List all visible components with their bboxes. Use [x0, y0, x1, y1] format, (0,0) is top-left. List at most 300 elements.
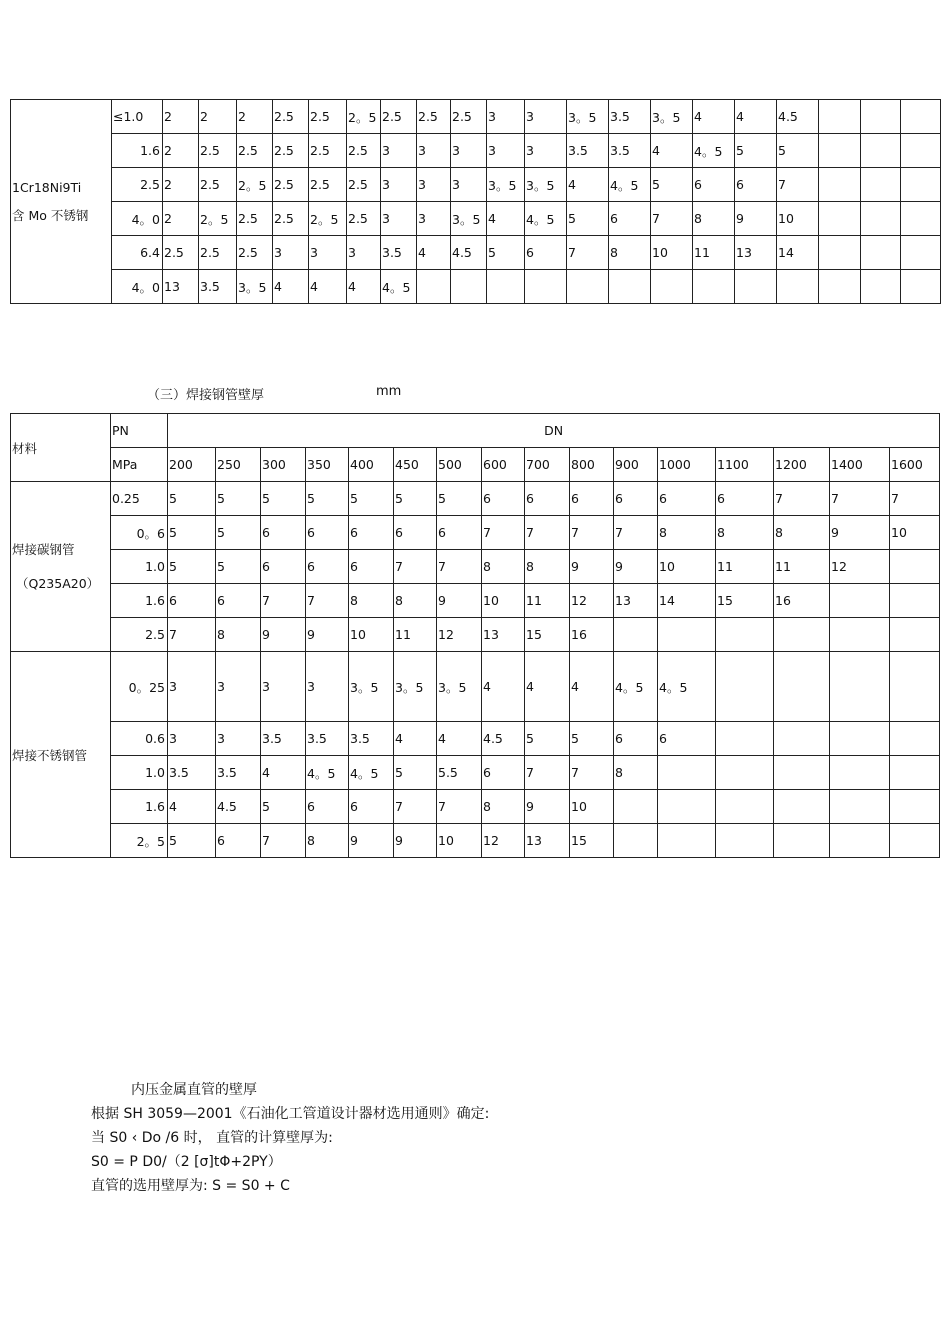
value-cell: 7 [306, 584, 349, 618]
value-cell: 8 [394, 584, 437, 618]
table-row [11, 236, 941, 270]
value-cell: 11 [525, 584, 570, 618]
value-cell: 7 [525, 516, 570, 550]
value-cell: 8 [716, 516, 774, 550]
value-cell: 3。5 [451, 202, 487, 236]
value-cell: 7 [774, 482, 830, 516]
value-cell [693, 270, 735, 304]
value-cell [830, 618, 890, 652]
value-cell: 6 [735, 168, 777, 202]
value-cell: 2 [163, 134, 199, 168]
value-cell: 5 [216, 550, 261, 584]
value-cell: 8 [482, 790, 525, 824]
dn-header-cell: 300 [261, 448, 306, 482]
value-cell: 2.5 [237, 202, 273, 236]
value-cell: 5 [394, 756, 437, 790]
value-cell: 6 [349, 790, 394, 824]
value-cell: 2.5 [347, 168, 381, 202]
pn-cell: 6.4 [112, 236, 163, 270]
value-cell: 9 [437, 584, 482, 618]
value-cell: 9 [306, 618, 349, 652]
value-cell: 5 [349, 482, 394, 516]
value-cell: 2 [237, 100, 273, 134]
value-cell: 3 [487, 100, 525, 134]
value-cell [890, 722, 940, 756]
value-cell [735, 270, 777, 304]
value-cell [614, 618, 658, 652]
value-cell: 8 [609, 236, 651, 270]
value-cell: 6 [614, 722, 658, 756]
value-cell: 3.5 [216, 756, 261, 790]
value-cell: 7 [437, 790, 482, 824]
value-cell: 7 [394, 790, 437, 824]
value-cell: 4 [487, 202, 525, 236]
value-cell: 8 [306, 824, 349, 858]
value-cell: 5.5 [437, 756, 482, 790]
value-cell: 16 [774, 584, 830, 618]
value-cell: 2.5 [273, 100, 309, 134]
value-cell: 6 [614, 482, 658, 516]
value-cell [861, 100, 901, 134]
value-cell: 3.5 [609, 134, 651, 168]
value-cell: 13 [614, 584, 658, 618]
value-cell: 7 [570, 516, 614, 550]
table-row [11, 516, 940, 550]
value-cell: 4。5 [525, 202, 567, 236]
value-cell: 5 [306, 482, 349, 516]
dn-header-cell: 1200 [774, 448, 830, 482]
material-line: 含 Mo 不锈钢 [12, 207, 89, 223]
value-cell [716, 824, 774, 858]
value-cell: 8 [216, 618, 261, 652]
value-cell: 6 [306, 550, 349, 584]
value-cell [614, 790, 658, 824]
value-cell: 5 [651, 168, 693, 202]
pn-cell: 2.5 [111, 618, 168, 652]
value-cell: 11 [716, 550, 774, 584]
material-header: 材料 [11, 414, 111, 482]
value-cell: 3 [381, 134, 417, 168]
value-cell: 6 [261, 550, 306, 584]
value-cell: 3 [216, 722, 261, 756]
value-cell: 3 [306, 652, 349, 722]
value-cell: 5 [216, 482, 261, 516]
value-cell: 4 [525, 652, 570, 722]
value-cell [487, 270, 525, 304]
value-cell [830, 756, 890, 790]
value-cell: 5 [437, 482, 482, 516]
value-cell: 7 [777, 168, 819, 202]
value-cell: 7 [482, 516, 525, 550]
value-cell: 5 [735, 134, 777, 168]
value-cell: 3.5 [199, 270, 237, 304]
value-cell: 11 [774, 550, 830, 584]
value-cell: 9 [614, 550, 658, 584]
value-cell [830, 652, 890, 722]
table-row [11, 202, 941, 236]
value-cell [861, 236, 901, 270]
value-cell: 4。5 [658, 652, 716, 722]
value-cell: 3 [417, 134, 451, 168]
table-row [11, 618, 940, 652]
value-cell: 7 [890, 482, 940, 516]
material-line: 焊接碳钢管 [12, 541, 75, 557]
section-line: S0 = P D0/（2 [σ]tΦ+2PY） [91, 1154, 282, 1170]
table-row [11, 168, 941, 202]
value-cell: 6 [693, 168, 735, 202]
value-cell: 5 [525, 722, 570, 756]
value-cell: 3 [216, 652, 261, 722]
value-cell [830, 790, 890, 824]
value-cell [774, 722, 830, 756]
value-cell: 2 [163, 202, 199, 236]
value-cell [774, 824, 830, 858]
value-cell: 4.5 [216, 790, 261, 824]
section-line: 当 S0 ‹ Do /6 时， 直管的计算壁厚为: [91, 1130, 333, 1146]
value-cell: 6 [525, 236, 567, 270]
value-cell: 2.5 [309, 134, 347, 168]
value-cell: 3 [168, 652, 216, 722]
value-cell: 4 [570, 652, 614, 722]
value-cell: 4 [394, 722, 437, 756]
value-cell: 4 [417, 236, 451, 270]
pn-cell: 4。0 [112, 270, 163, 304]
value-cell: 3 [261, 652, 306, 722]
value-cell: 9 [394, 824, 437, 858]
value-cell: 10 [651, 236, 693, 270]
value-cell: 5 [216, 516, 261, 550]
table-welded-pipe [10, 413, 940, 858]
pn-label: PN [111, 414, 168, 448]
value-cell: 8 [658, 516, 716, 550]
value-cell: 4。5 [693, 134, 735, 168]
value-cell [901, 270, 941, 304]
value-cell: 3。5 [487, 168, 525, 202]
value-cell: 2.5 [237, 236, 273, 270]
value-cell: 11 [394, 618, 437, 652]
value-cell: 16 [570, 618, 614, 652]
value-cell [890, 652, 940, 722]
value-cell: 13 [525, 824, 570, 858]
pn-cell: 0.25 [111, 482, 168, 516]
value-cell: 4 [693, 100, 735, 134]
value-cell [716, 722, 774, 756]
section-line: 根据 SH 3059—2001《石油化工管道设计器材选用通则》确定: [91, 1106, 490, 1122]
value-cell: 10 [482, 584, 525, 618]
value-cell: 4.5 [451, 236, 487, 270]
value-cell: 3 [273, 236, 309, 270]
value-cell: 8 [482, 550, 525, 584]
value-cell: 6 [216, 824, 261, 858]
pn-cell: 0。6 [111, 516, 168, 550]
value-cell [774, 618, 830, 652]
value-cell: 2.5 [273, 202, 309, 236]
value-cell: 3 [451, 168, 487, 202]
value-cell: 3 [525, 134, 567, 168]
value-cell [890, 550, 940, 584]
value-cell: 6 [658, 722, 716, 756]
value-cell: 10 [658, 550, 716, 584]
value-cell: 2.5 [347, 202, 381, 236]
value-cell: 2。5 [199, 202, 237, 236]
value-cell: 2。5 [309, 202, 347, 236]
value-cell: 9 [735, 202, 777, 236]
value-cell: 4。5 [306, 756, 349, 790]
value-cell: 6 [349, 550, 394, 584]
value-cell: 3。5 [349, 652, 394, 722]
value-cell [658, 756, 716, 790]
value-cell: 6 [261, 516, 306, 550]
value-cell: 4。5 [381, 270, 417, 304]
value-cell [861, 270, 901, 304]
dn-header-cell: 250 [216, 448, 261, 482]
value-cell: 10 [437, 824, 482, 858]
table-row [11, 722, 940, 756]
table-row [11, 482, 940, 516]
table-row [11, 790, 940, 824]
value-cell: 15 [570, 824, 614, 858]
mpa-label: MPa [111, 448, 168, 482]
value-cell: 3。5 [437, 652, 482, 722]
value-cell: 2 [163, 168, 199, 202]
table-row [11, 652, 940, 722]
value-cell: 12 [830, 550, 890, 584]
value-cell: 3.5 [261, 722, 306, 756]
value-cell [716, 618, 774, 652]
value-cell [830, 584, 890, 618]
dn-header-cell: 1600 [890, 448, 940, 482]
value-cell: 13 [163, 270, 199, 304]
table-unit: mm [376, 384, 402, 399]
section-line: 直管的选用壁厚为: S = S0 + C [91, 1178, 290, 1194]
table-row [11, 756, 940, 790]
value-cell [417, 270, 451, 304]
value-cell [716, 756, 774, 790]
value-cell: 12 [482, 824, 525, 858]
value-cell [819, 202, 861, 236]
value-cell: 3 [168, 722, 216, 756]
dn-header-cell: 900 [614, 448, 658, 482]
value-cell: 3。5 [237, 270, 273, 304]
value-cell: 3。5 [651, 100, 693, 134]
value-cell [890, 790, 940, 824]
value-cell [614, 824, 658, 858]
table-stainless-seamless [10, 99, 941, 304]
value-cell [567, 270, 609, 304]
dn-label: DN [168, 414, 940, 448]
value-cell [716, 790, 774, 824]
value-cell [658, 790, 716, 824]
table-row [11, 824, 940, 858]
value-cell: 6 [306, 790, 349, 824]
value-cell [890, 618, 940, 652]
value-cell [774, 790, 830, 824]
value-cell: 4 [261, 756, 306, 790]
value-cell: 7 [570, 756, 614, 790]
value-cell: 7 [651, 202, 693, 236]
value-cell: 3 [347, 236, 381, 270]
value-cell [861, 134, 901, 168]
value-cell: 5 [168, 482, 216, 516]
value-cell [819, 236, 861, 270]
material-line: 1Cr18Ni9Ti [12, 180, 82, 195]
value-cell: 6 [570, 482, 614, 516]
value-cell: 6 [609, 202, 651, 236]
value-cell: 2.5 [273, 134, 309, 168]
value-cell: 4 [651, 134, 693, 168]
value-cell: 2.5 [309, 168, 347, 202]
value-cell: 8 [693, 202, 735, 236]
dn-header-cell: 450 [394, 448, 437, 482]
value-cell: 3 [381, 168, 417, 202]
value-cell: 3.5 [168, 756, 216, 790]
value-cell: 2.5 [381, 100, 417, 134]
material-line: 焊接不锈钢管 [12, 747, 88, 763]
value-cell: 3.5 [306, 722, 349, 756]
value-cell: 4 [482, 652, 525, 722]
value-cell: 7 [437, 550, 482, 584]
pn-cell: 1.6 [111, 790, 168, 824]
dn-header-cell: 700 [525, 448, 570, 482]
value-cell: 6 [437, 516, 482, 550]
dn-header-cell: 1100 [716, 448, 774, 482]
value-cell: 5 [261, 790, 306, 824]
value-cell: 3.5 [609, 100, 651, 134]
value-cell: 6 [525, 482, 570, 516]
value-cell: 3.5 [349, 722, 394, 756]
value-cell: 2.5 [417, 100, 451, 134]
value-cell: 9 [570, 550, 614, 584]
value-cell: 9 [349, 824, 394, 858]
value-cell: 13 [482, 618, 525, 652]
value-cell: 4 [309, 270, 347, 304]
value-cell: 6 [306, 516, 349, 550]
value-cell: 8 [525, 550, 570, 584]
value-cell: 4.5 [482, 722, 525, 756]
value-cell: 7 [567, 236, 609, 270]
value-cell: 8 [614, 756, 658, 790]
value-cell [658, 618, 716, 652]
wall-thickness-section [91, 1078, 489, 1198]
value-cell: 4 [735, 100, 777, 134]
pn-cell: 1.0 [111, 550, 168, 584]
value-cell [890, 756, 940, 790]
value-cell: 4 [347, 270, 381, 304]
value-cell: 6 [349, 516, 394, 550]
value-cell: 4。5 [349, 756, 394, 790]
value-cell: 7 [261, 824, 306, 858]
value-cell [651, 270, 693, 304]
pn-cell: ≤1.0 [112, 100, 163, 134]
value-cell [861, 202, 901, 236]
value-cell: 7 [261, 584, 306, 618]
value-cell: 6 [482, 756, 525, 790]
dn-header-cell: 500 [437, 448, 482, 482]
value-cell: 7 [830, 482, 890, 516]
value-cell [861, 168, 901, 202]
value-cell: 2.5 [163, 236, 199, 270]
value-cell: 14 [777, 236, 819, 270]
value-cell [901, 168, 941, 202]
value-cell: 10 [570, 790, 614, 824]
pn-cell: 2。5 [111, 824, 168, 858]
dn-header-cell: 1400 [830, 448, 890, 482]
value-cell: 3 [417, 202, 451, 236]
pn-cell: 2.5 [112, 168, 163, 202]
value-cell: 2.5 [199, 236, 237, 270]
value-cell [830, 824, 890, 858]
value-cell: 7 [394, 550, 437, 584]
material-cell [11, 100, 112, 304]
value-cell [774, 652, 830, 722]
value-cell [777, 270, 819, 304]
value-cell: 15 [716, 584, 774, 618]
value-cell: 4 [567, 168, 609, 202]
dn-header-cell: 1000 [658, 448, 716, 482]
value-cell [901, 236, 941, 270]
table-row [11, 134, 941, 168]
value-cell [819, 100, 861, 134]
value-cell: 9 [261, 618, 306, 652]
value-cell: 12 [570, 584, 614, 618]
section-title: 内压金属直管的壁厚 [131, 1082, 257, 1098]
value-cell: 3。5 [394, 652, 437, 722]
value-cell: 4 [168, 790, 216, 824]
table-caption: （三）焊接钢管壁厚 [147, 388, 265, 403]
dn-header-cell: 400 [349, 448, 394, 482]
value-cell [901, 202, 941, 236]
value-cell: 6 [658, 482, 716, 516]
material-cell [11, 482, 111, 652]
value-cell [890, 824, 940, 858]
value-cell: 2 [199, 100, 237, 134]
value-cell: 7 [525, 756, 570, 790]
value-cell: 3 [525, 100, 567, 134]
value-cell: 2。5 [237, 168, 273, 202]
value-cell: 5 [168, 824, 216, 858]
value-cell [774, 756, 830, 790]
value-cell: 2。5 [347, 100, 381, 134]
value-cell: 9 [830, 516, 890, 550]
value-cell: 2.5 [309, 100, 347, 134]
material-cell [11, 652, 111, 858]
value-cell: 13 [735, 236, 777, 270]
value-cell: 6 [394, 516, 437, 550]
value-cell [451, 270, 487, 304]
value-cell: 3.5 [567, 134, 609, 168]
value-cell: 5 [168, 550, 216, 584]
value-cell: 4 [273, 270, 309, 304]
value-cell: 2.5 [237, 134, 273, 168]
pn-cell: 1.6 [112, 134, 163, 168]
value-cell [901, 100, 941, 134]
value-cell: 3.5 [381, 236, 417, 270]
value-cell: 2.5 [199, 168, 237, 202]
value-cell: 6 [716, 482, 774, 516]
value-cell: 3 [381, 202, 417, 236]
value-cell: 7 [168, 618, 216, 652]
value-cell [830, 722, 890, 756]
value-cell: 3 [417, 168, 451, 202]
value-cell: 6 [482, 482, 525, 516]
value-cell [716, 652, 774, 722]
table-row [11, 100, 941, 134]
value-cell: 6 [216, 584, 261, 618]
value-cell: 2.5 [451, 100, 487, 134]
table-row [11, 584, 940, 618]
value-cell [890, 584, 940, 618]
value-cell: 10 [890, 516, 940, 550]
